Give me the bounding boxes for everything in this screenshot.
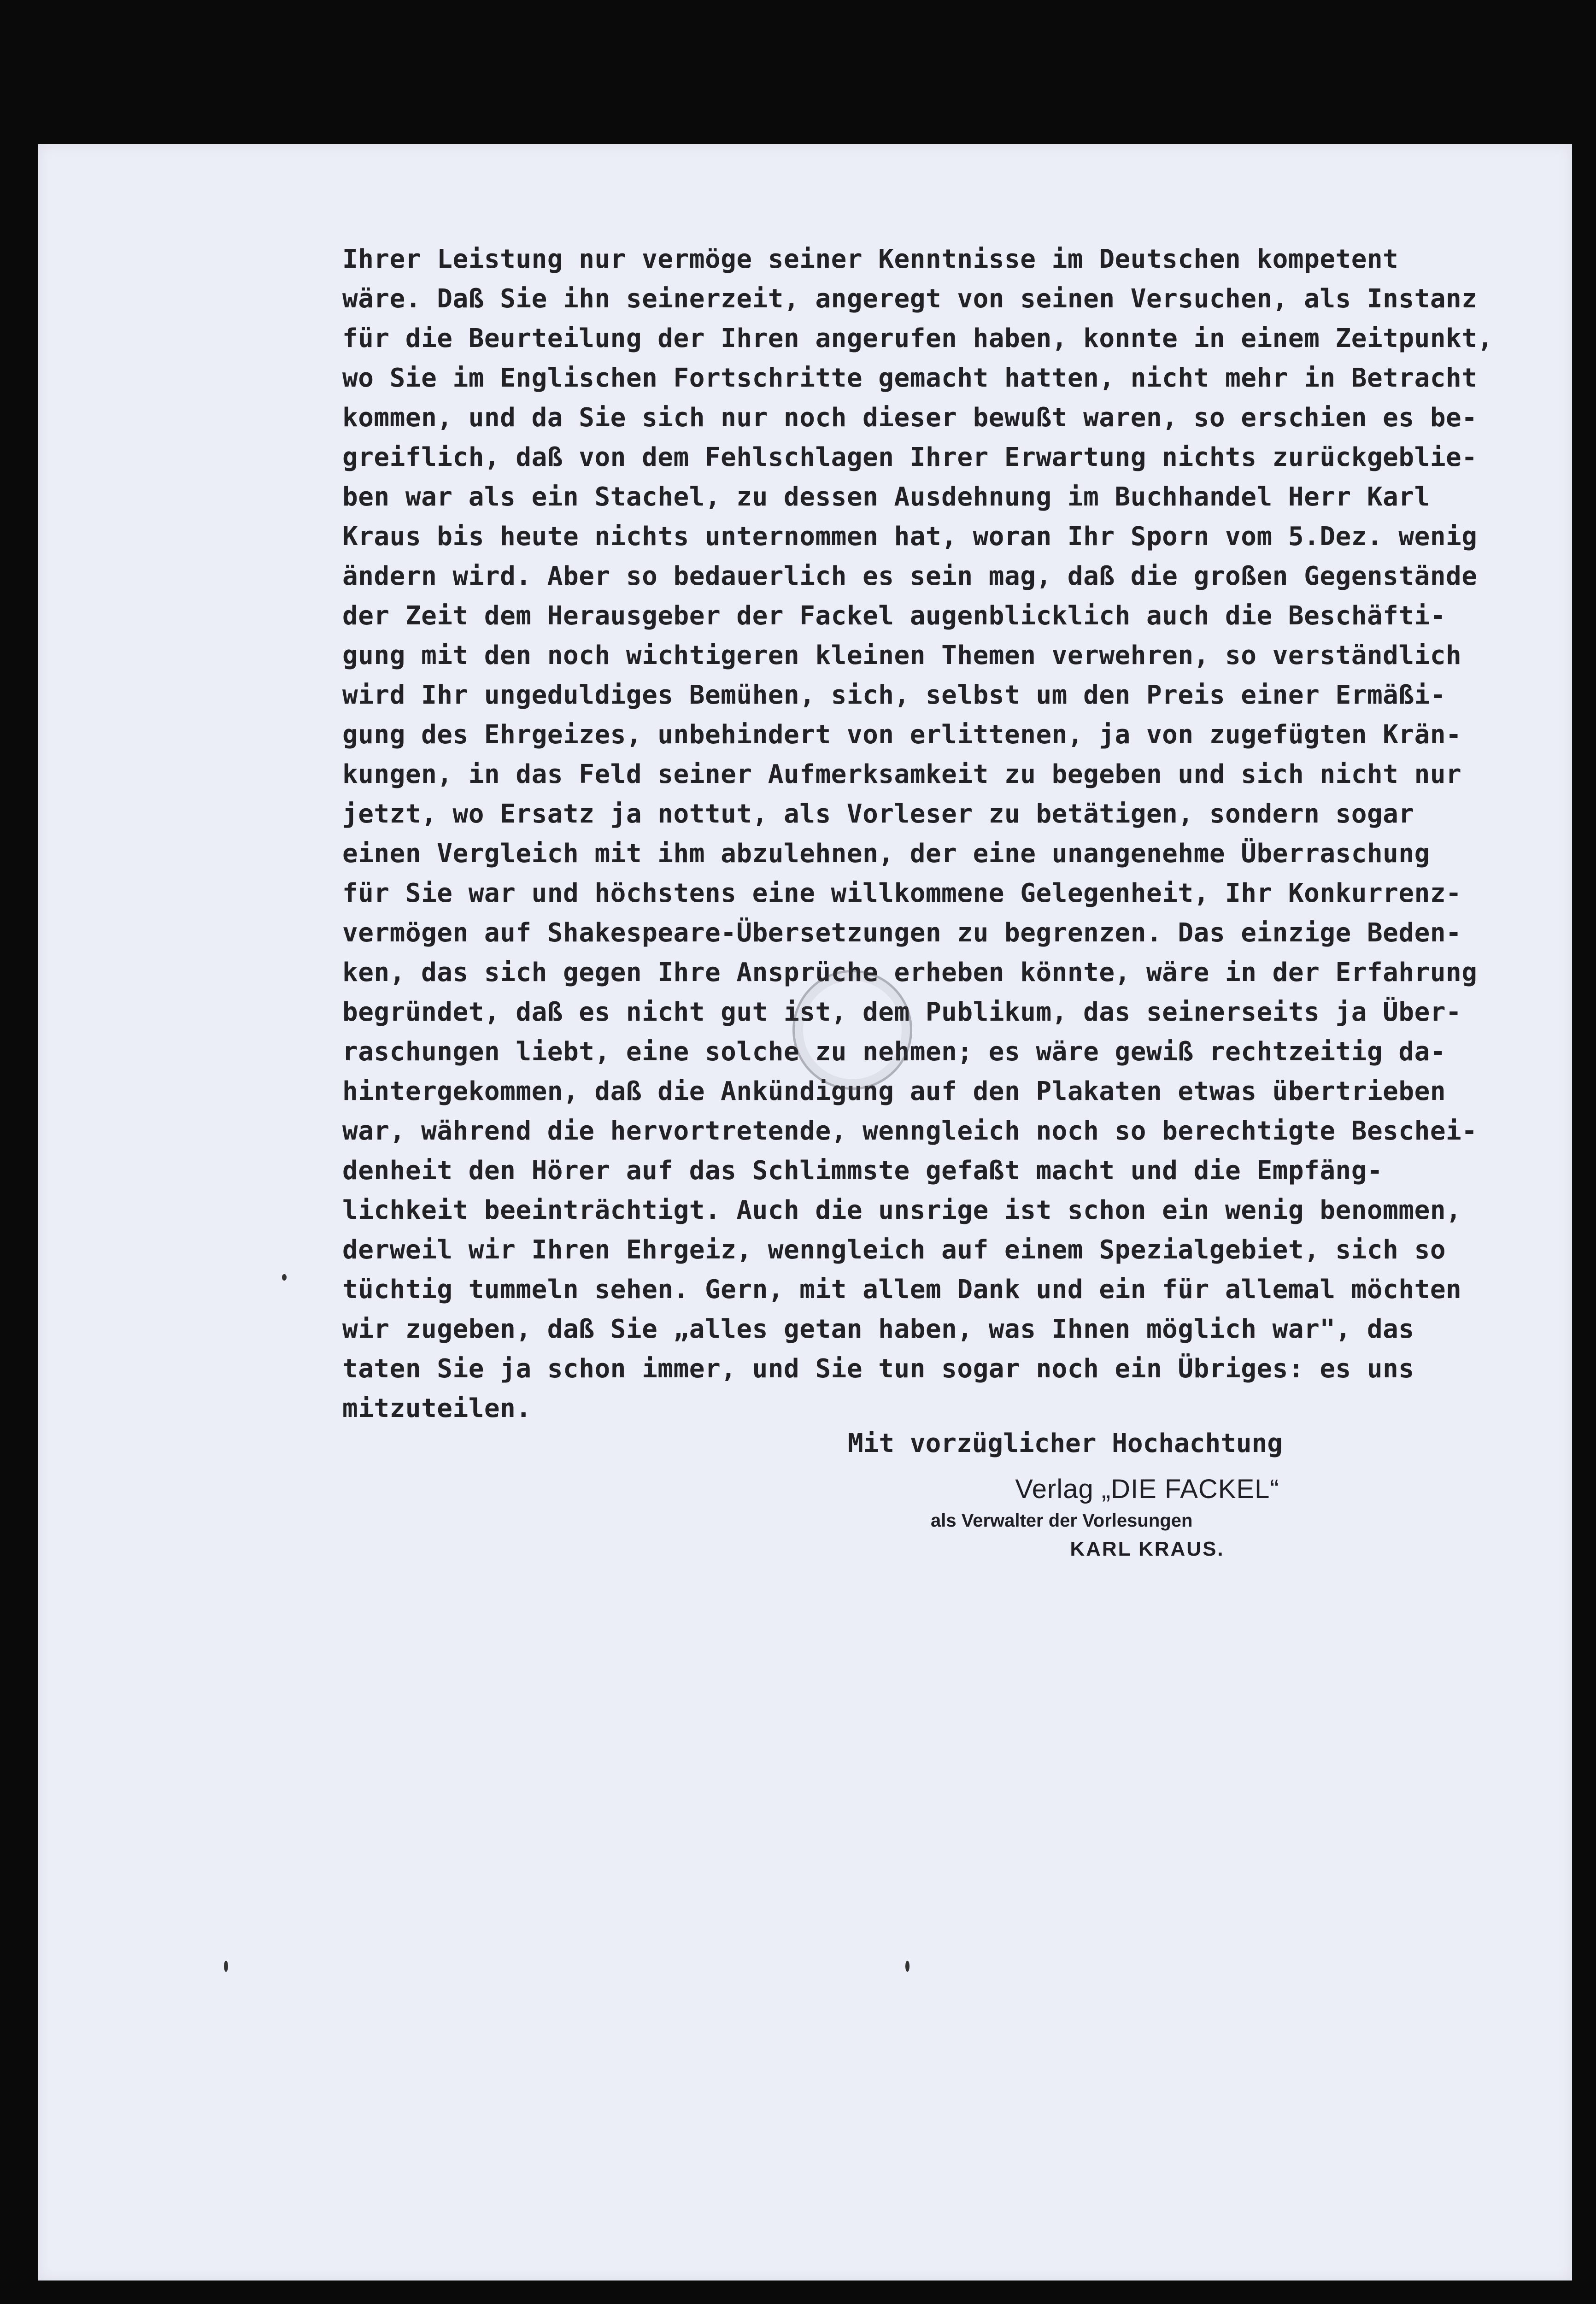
letter-line: taten Sie ja schon immer, und Sie tun sogar noch ein Übriges: es uns [342,1354,1414,1384]
closing-formula: Mit vorzüglicher Hochachtung [848,1428,1283,1458]
publisher-stamp [917,1472,1378,1563]
embossed-seal [792,970,912,1090]
letter-line: ken, das sich gegen Ihre Ansprüche erheben könnte, wäre in der Erfahrung [342,958,1478,987]
ink-speck [282,1274,287,1281]
letter-line: gung des Ehrgeizes, unbehindert von erlittenen, ja von zugefügten Krän- [342,720,1462,750]
letter-line: jetzt, wo Ersatz ja nottut, als Vorleser zu betätigen, sondern sogar [342,799,1414,829]
letter-line: Kraus bis heute nichts unternommen hat, woran Ihr Sporn vom 5.Dez. wenig [342,522,1478,552]
ink-speck [224,1961,228,1972]
letter-line: einen Vergleich mit ihm abzulehnen, der eine unangenehme Überraschung [342,839,1430,869]
letter-line: begründet, daß es nicht gut ist, dem Publikum, das seinerseits ja Über- [342,997,1462,1027]
letter-line: wir zugeben, daß Sie „alles getan haben, was Ihnen möglich war", das [342,1314,1414,1344]
stamp-publisher: Verlag „DIE FACKEL“ [1015,1474,1279,1504]
letter-line: kommen, und da Sie sich nur noch dieser bewußt waren, so erschien es be- [342,403,1478,433]
stamp-role: als Verwalter der Vorlesungen [931,1511,1193,1531]
letter-line: kungen, in das Feld seiner Aufmerksamkeit zu begeben und sich nicht nur [342,759,1462,789]
stamp-name: KARL KRAUS. [1070,1538,1225,1560]
letter-line: derweil wir Ihren Ehrgeiz, wenngleich auf einem Spezialgebiet, sich so [342,1235,1446,1265]
letter-line: der Zeit dem Herausgeber der Fackel augenblicklich auch die Beschäfti- [342,601,1446,631]
letter-line: für die Beurteilung der Ihren angerufen haben, konnte in einem Zeitpunkt, [342,323,1493,353]
letter-line: lichkeit beeinträchtigt. Auch die unsrige ist schon ein wenig benommen, [342,1195,1462,1225]
letter-body [342,240,1540,1428]
letter-line: gung mit den noch wichtigeren kleinen Themen verwehren, so verständlich [342,641,1462,670]
letter-line: wo Sie im Englischen Fortschritte gemacht hatten, nicht mehr in Betracht [342,363,1478,393]
letter-line: greiflich, daß von dem Fehlschlagen Ihrer Erwartung nichts zurückgeblie- [342,442,1478,472]
letter-line: raschungen liebt, eine solche zu nehmen; es wäre gewiß rechtzeitig da- [342,1037,1446,1067]
letter-line: denheit den Hörer auf das Schlimmste gefaßt macht und die Empfäng- [342,1156,1383,1186]
letter-line: mitzuteilen. [342,1393,532,1423]
letter-line: hintergekommen, daß die Ankündigung auf den Plakaten etwas übertrieben [342,1076,1446,1106]
ink-speck [905,1961,909,1972]
letter-line: ändern wird. Aber so bedauerlich es sein mag, daß die großen Gegenstände [342,561,1478,591]
letter-line: vermögen auf Shakespeare-Übersetzungen zu begrenzen. Das einzige Beden- [342,918,1462,948]
letter-line: tüchtig tummeln sehen. Gern, mit allem Dank und ein für allemal möchten [342,1275,1462,1305]
letter-line: ben war als ein Stachel, zu dessen Ausdehnung im Buchhandel Herr Karl [342,482,1430,512]
letter-line: Ihrer Leistung nur vermöge seiner Kenntnisse im Deutschen kompetent [342,244,1399,274]
letter-line: war, während die hervortretende, wenngleich noch so berechtigte Beschei- [342,1116,1478,1146]
letter-line: für Sie war und höchstens eine willkommene Gelegenheit, Ihr Konkurrenz- [342,878,1462,908]
letter-line: wäre. Daß Sie ihn seinerzeit, angeregt von seinen Versuchen, als Instanz [342,284,1478,314]
letter-line: wird Ihr ungeduldiges Bemühen, sich, selbst um den Preis einer Ermäßi- [342,680,1446,710]
